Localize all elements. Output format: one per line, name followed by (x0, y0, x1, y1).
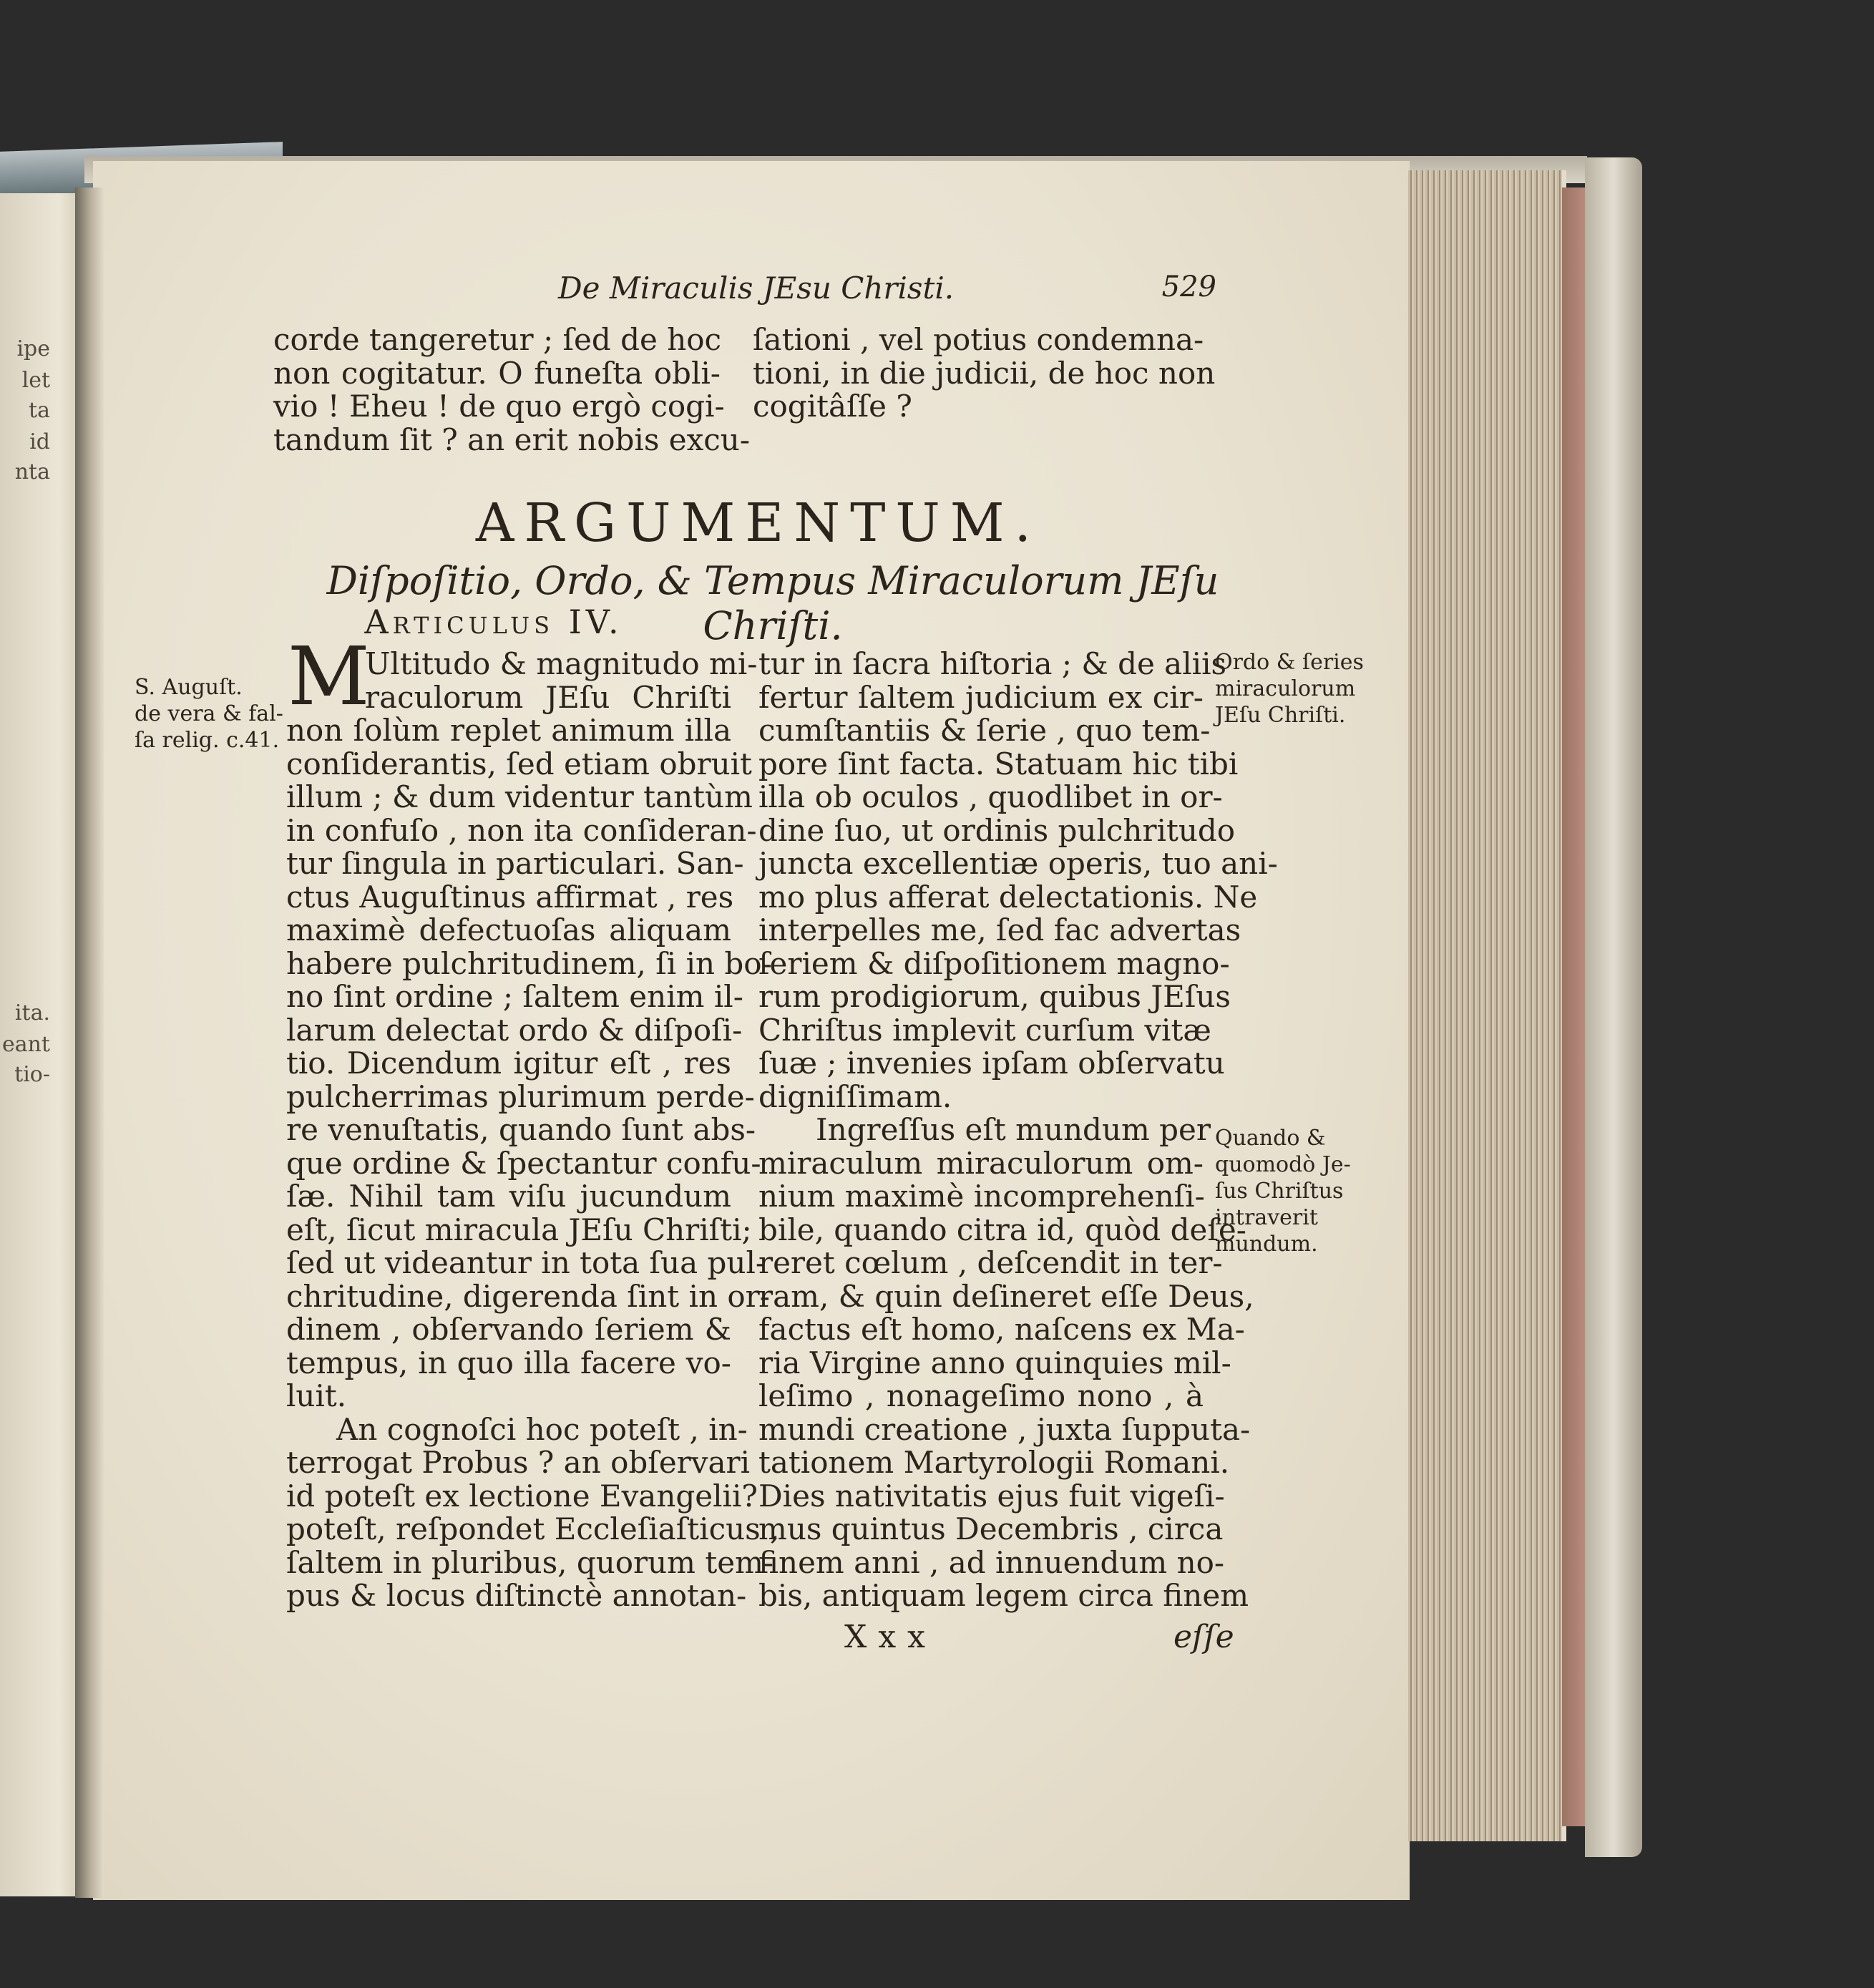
text-line: nium maximè incomprehenſi- (758, 1179, 1205, 1214)
text-line: ſeriem & diſpoſitionem magno- (758, 945, 1230, 981)
text-line: leſimo , nonageſimo nono , à (758, 1378, 1204, 1413)
left-page-fragment: ta (29, 398, 50, 423)
text-line: poteſt, reſpondet Eccleſiaſticus , (286, 1511, 780, 1546)
text-line: id poteſt ex lectione Evangelii? (286, 1478, 758, 1514)
section-subheading: Diſpoſitio, Ordo, & Tempus Miraculorum JEſu Chriſti. (326, 558, 1219, 648)
text-line: Ultitudo & magnitudo mi- (365, 646, 758, 681)
article-heading: Articulus IV. (364, 603, 623, 641)
text-line: dinem , obſervando ſeriem & (286, 1312, 731, 1347)
text-line: illa ob oculos , quodlibet in or- (758, 779, 1223, 814)
text-line: finem anni , ad innuendum no- (758, 1544, 1225, 1580)
text-line: tur ſingula in particulari. San- (286, 846, 744, 881)
top-left-column (273, 322, 751, 457)
page-number: 529 (1161, 271, 1216, 303)
catchword: eſſe (1173, 1619, 1234, 1655)
right-margin-note-order (1215, 649, 1364, 729)
text-line: tempus, in quo illa facere vo- (286, 1345, 731, 1380)
running-head-title: De Miraculis JEsu Christi. (558, 271, 955, 306)
text-line: juncta excellentiæ operis, tuo ani- (758, 846, 1278, 881)
left-page-fragment: id (29, 429, 50, 454)
margin-note-line: ſa relig. c.41. (135, 728, 280, 753)
text-line: ctus Auguſtinus affirmat , res (286, 879, 734, 915)
left-margin-note (135, 674, 283, 754)
text-line: An cognoſci hoc poteſt , in- (336, 1411, 748, 1447)
text-line: re venuſtatis, quando ſunt abs- (286, 1112, 756, 1147)
text-line: reret cœlum , deſcendit in ter- (758, 1245, 1223, 1280)
text-line: corde tangeretur ; ſed de hoc (273, 322, 722, 357)
text-line: non cogitatur. O funeſta obli- (273, 355, 721, 391)
text-line: ria Virgine anno quinquies mil- (758, 1345, 1231, 1380)
text-line: Chriſtus implevit curſum vitæ (758, 1012, 1211, 1048)
text-line: bis, antiquam legem circa finem (758, 1578, 1249, 1613)
text-line: no ſint ordine ; ſaltem enim il- (286, 979, 743, 1014)
section-heading: ARGUMENTUM. (475, 492, 1042, 554)
left-column (286, 646, 780, 1613)
text-line: factus eſt homo, naſcens ex Ma- (758, 1312, 1245, 1347)
text-line: ſaltem in pluribus, quorum tem- (286, 1544, 774, 1580)
text-line: mundi creatione , juxta ſupputa- (758, 1411, 1251, 1447)
signature-mark: Xxx (844, 1619, 937, 1655)
text-line: fertur ſaltem judicium ex cir- (758, 679, 1204, 715)
text-line: pulcherrimas plurimum perde- (286, 1078, 755, 1114)
text-line: raculorum JEſu Chriſti (365, 679, 731, 715)
left-page-fragment: ita. (14, 1000, 50, 1025)
text-line: miraculum miraculorum om- (758, 1145, 1204, 1181)
text-line: ſuæ ; invenies ipſam obſervatu (758, 1046, 1225, 1081)
left-page-fragment: tio- (14, 1062, 50, 1087)
margin-note-line: de vera & fal- (135, 701, 283, 726)
text-line: cumſtantiis & ſerie , quo tem- (758, 713, 1211, 748)
text-line: cogitâſſe ? (753, 389, 912, 424)
margin-note-line: S. Auguſt. (135, 675, 243, 700)
margin-note-line: quomodò Je- (1215, 1152, 1351, 1177)
text-line: vio ! Eheu ! de quo ergò cogi- (273, 389, 725, 424)
text-line: eſt, ſicut miracula JEſu Chriſti; (286, 1212, 752, 1247)
text-line: dine ſuo, ut ordinis pulchritudo (758, 812, 1236, 848)
text-line: bile, quando citra id, quòd deſe- (758, 1212, 1246, 1247)
text-line: illum ; & dum videntur tantùm (286, 779, 753, 814)
book-cover-board (1585, 157, 1642, 1857)
text-line: pore ſint facta. Statuam hic tibi (758, 746, 1239, 781)
text-line: in confuſo , non ita conſideran- (286, 812, 757, 848)
text-line: interpelles me, ſed fac advertas (758, 912, 1241, 947)
margin-note-line: Ordo & ſeries (1215, 650, 1364, 675)
red-sprinkled-edge (1562, 187, 1585, 1826)
left-page-fragment: nta (14, 459, 50, 484)
text-line: non ſolùm replet animum illa (286, 713, 731, 748)
text-line: Ingreſſus eſt mundum per (816, 1112, 1211, 1147)
text-line: mus quintus Decembris , circa (758, 1511, 1224, 1546)
margin-note-line: miraculorum (1215, 676, 1356, 701)
text-line: tio. Dicendum igitur eſt , res (286, 1046, 731, 1081)
left-page-fragment: let (21, 368, 50, 393)
margin-note-line: ſus Chriſtus (1215, 1179, 1344, 1204)
margin-note-line: mundum. (1215, 1232, 1318, 1257)
left-page-fragment: ipe (16, 336, 50, 361)
text-line: ſationi , vel potius condemna- (753, 322, 1204, 357)
text-line: tationem Martyrologii Romani. (758, 1445, 1230, 1480)
margin-note-line: Quando & (1215, 1126, 1326, 1151)
text-line: ſæ. Nihil tam viſu jucundum (286, 1179, 731, 1214)
text-line: terrogat Probus ? an obſervari (286, 1445, 751, 1480)
book-gutter (75, 187, 104, 1898)
margin-note-line: intraverit (1215, 1205, 1318, 1230)
text-line: digniſſimam. (758, 1078, 952, 1114)
text-line: pus & locus diſtinctè annotan- (286, 1578, 747, 1613)
text-line: maximè defectuoſas aliquam (286, 912, 731, 947)
text-line: mo plus afferat delectationis. Ne (758, 879, 1258, 915)
text-line: ſed ut videantur in tota ſua pul- (286, 1245, 766, 1280)
left-page-fragment: eant (1, 1032, 50, 1057)
text-line: habere pulchritudinem, ſi in bo- (286, 945, 772, 981)
right-margin-note-incarnation (1215, 1125, 1351, 1257)
page-block-edge (1408, 170, 1566, 1841)
text-line: luit. (286, 1378, 347, 1413)
text-line: tur in ſacra hiſtoria ; & de aliis (758, 646, 1227, 681)
running-head (558, 271, 1216, 313)
text-line: Dies nativitatis ejus fuit vigeſi- (758, 1478, 1225, 1514)
text-line: tioni, in die judicii, de hoc non (753, 355, 1216, 391)
top-right-column (753, 322, 1216, 424)
text-line: ram, & quin deſineret eſſe Deus, (758, 1278, 1254, 1314)
text-line: chritudine, digerenda ſint in or- (286, 1278, 770, 1314)
text-line: que ordine & ſpectantur confu- (286, 1145, 761, 1181)
left-page-edge (0, 193, 84, 1896)
text-line: tandum ſit ? an erit nobis excu- (273, 422, 751, 457)
text-line: larum delectat ordo & diſpoſi- (286, 1012, 743, 1048)
text-line: conſiderantis, ſed etiam obruit (286, 746, 752, 781)
drop-cap: M (288, 630, 370, 723)
text-line: rum prodigiorum, quibus JEſus (758, 979, 1231, 1014)
margin-note-line: JEſu Chriſti. (1215, 703, 1346, 728)
